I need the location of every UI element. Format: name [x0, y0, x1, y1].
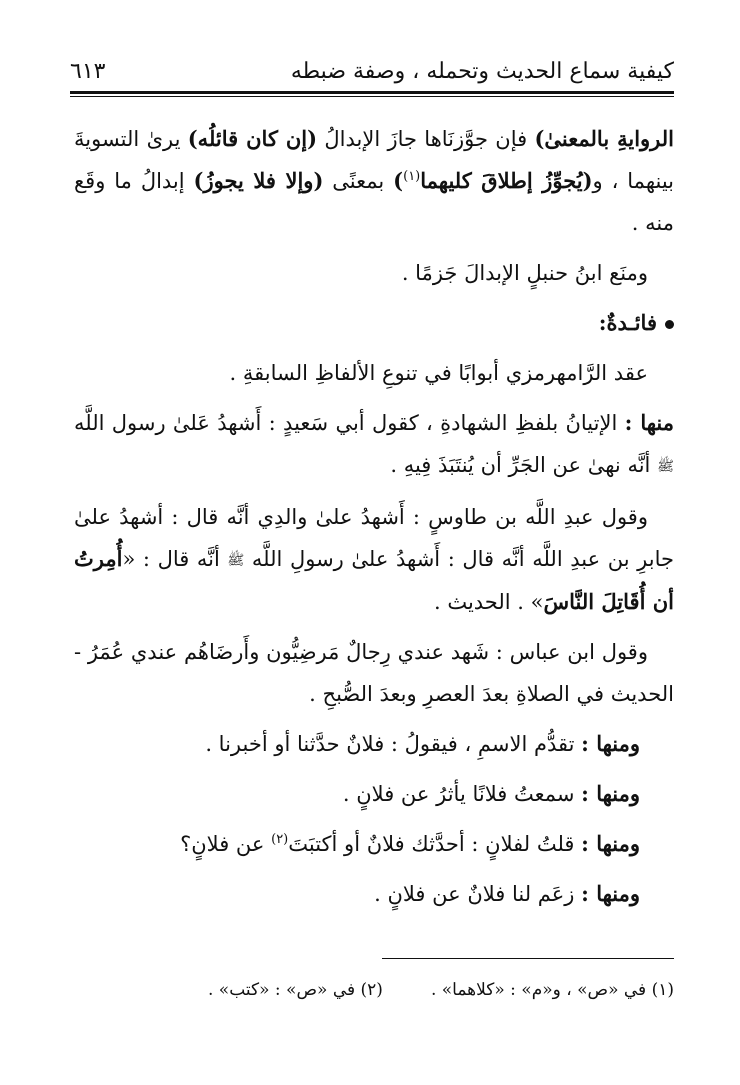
footnote-separator: [382, 958, 674, 959]
paragraph-ibn-tawus: وقول عبدِ اللَّه بن طاوسٍ : أَشهدُ علىٰ والدِي أنَّه قال : أشهدُ علىٰ جابرِ بن عبدِ اللَّه أنَّه قال : أَشهدُ علىٰ رسولِ اللَّه ﷺ أنَّه قال : «أُمِرتُ أن أُقَاتِلَ النَّاسَ» . الحديث .: [74, 504, 674, 614]
salla-glyph: ﷺ: [227, 552, 245, 568]
paragraph-shahada: منها : الإتيانُ بلفظِ الشهادةِ ، كقول أبي سَعيدٍ : أَشهدُ عَلىٰ رسول اللَّه ﷺ أنَّه نهىٰ عن الجَرِّ أن يُنتَبَذَ فِيهِ .: [74, 410, 674, 477]
main-text: [74, 118, 674, 923]
header-rule: [70, 91, 674, 94]
footnote-2: (٢) في «ص» : «كتب» .: [208, 980, 383, 1000]
item-qultu: ومنها : قلتُ لفلانٍ : أحدَّثك فلانٌ أو أكتبَتَ$^{(٢)}$ عن فلانٍ؟: [180, 831, 640, 856]
header-rule-thin: [70, 96, 674, 97]
running-header: [70, 52, 674, 90]
section-heading-fawaid: فائـدةٌ:: [74, 302, 674, 344]
footnotes: [74, 980, 674, 1000]
footnote-1: (١) في «ص» ، و«م» : «كلاهما» .: [430, 980, 674, 1000]
paragraph-ramahurmuzi: عقد الرَّامهرمزي أبوابًا في تنوعِ الألفاظِ السابقةِ .: [229, 361, 648, 385]
chapter-title: كيفية سماع الحديث وتحمله ، وصفة ضبطه: [290, 58, 674, 84]
footnote-ref-2[interactable]: (٢): [271, 832, 289, 847]
paragraph-ibn-hanbal: ومنَع ابنُ حنبلٍ الإبدالَ جَزمًا .: [401, 261, 648, 285]
bullet-icon: [665, 320, 674, 329]
page-number: ٦١٣: [70, 58, 106, 84]
paragraph-ibn-abbas: وقول ابن عباس : شَهد عندي رِجالٌ مَرضِيُّون وأَرضَاهُم عندي عُمَرُ - الحديث في الصلاةِ بعدَ العصرِ وبعدَ الصُّبحِ .: [74, 640, 674, 706]
item-yathuru: ومنها : سمعتُ فلانًا يأثرُ عن فلانٍ .: [342, 781, 640, 806]
item-taqaddum: ومنها : تقدُّم الاسمِ ، فيقولُ : فلانٌ حدَّثنا أو أخبرنا .: [205, 731, 640, 756]
item-zaama: ومنها : زعَم لنا فلانٌ عن فلانٍ .: [374, 881, 640, 906]
salla-glyph: ﷺ: [657, 458, 674, 475]
footnote-ref-1[interactable]: (١): [403, 169, 421, 184]
paragraph-riwaya: الروايةِ بالمعنىٰ) فإن جوَّزنَاها جازَ الإبدالُ (إن كان قائلُه) يرىٰ التسويةَ بينهما ، و(يُجوِّزُ إطلاقَ كليهما$^{(١)}$) بمعنًى (وإلا فلا يجوزُ) إبدالُ ما وقَع منه .: [74, 126, 675, 235]
